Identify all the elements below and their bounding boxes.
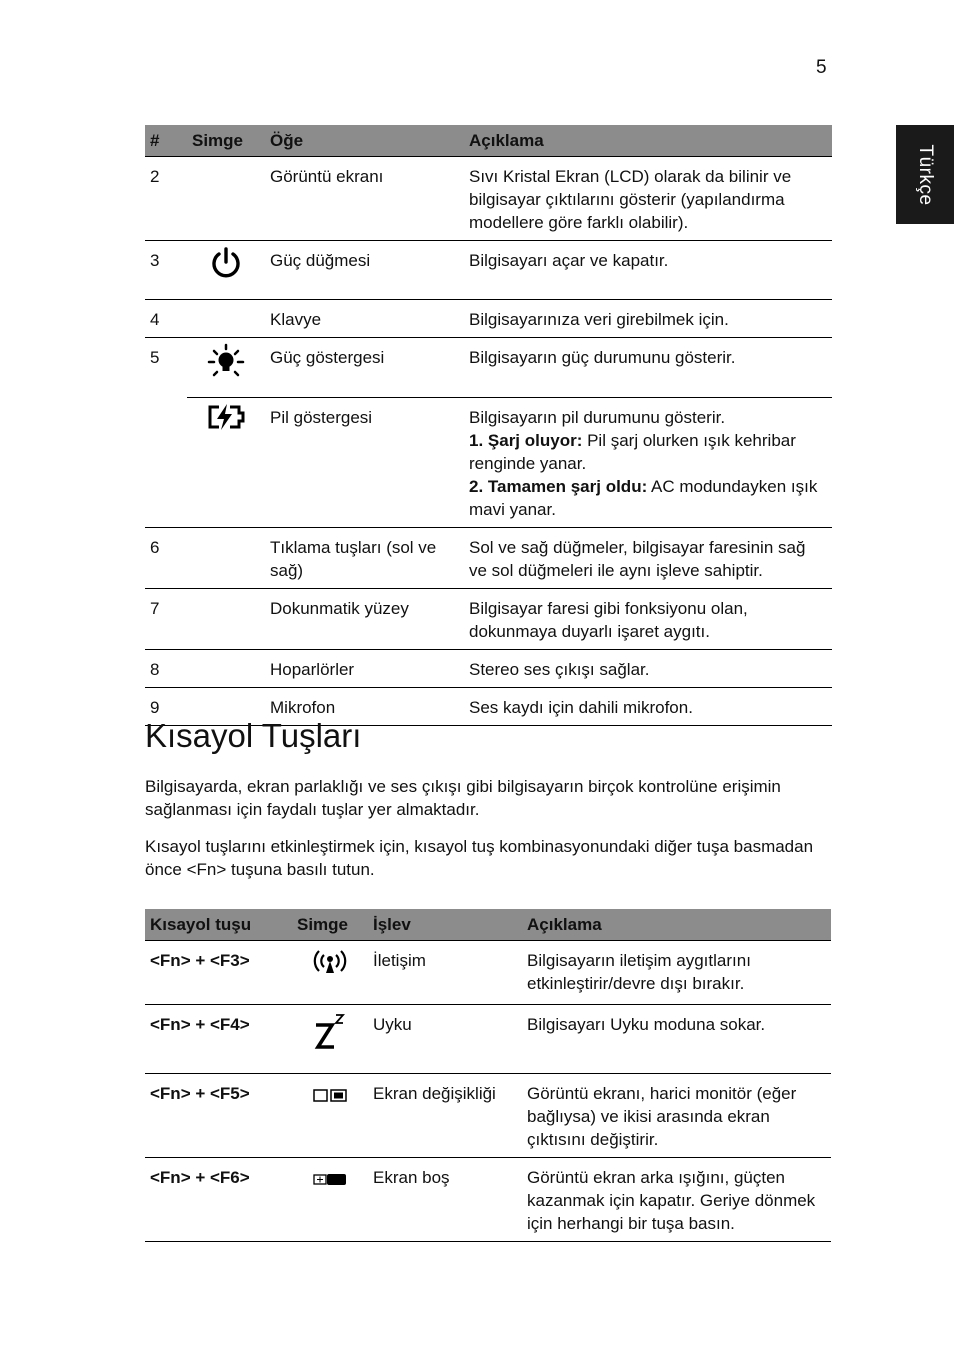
row-item: Hoparlörler <box>265 650 464 688</box>
shortcut-desc: Bilgisayarı Uyku moduna sokar. <box>522 1005 831 1074</box>
shortcut-desc: Bilgisayarın iletişim aygıtlarını etkinleştirir/devre dışı bırakır. <box>522 941 831 1005</box>
power-icon <box>208 245 244 281</box>
shortcut-function: Uyku <box>368 1005 522 1074</box>
row-desc: Sol ve sağ düğmeler, bilgisayar faresinin sağ ve sol düğmeleri ile aynı işleve sahiptir. <box>464 528 832 589</box>
row-desc: Bilgisayarın güç durumunu gösterir. <box>464 338 832 398</box>
row-icon-cell <box>187 589 265 650</box>
row-icon-cell <box>187 398 265 528</box>
charged-note <box>469 475 827 521</box>
row-num: 5 <box>150 348 160 367</box>
row-desc: Bilgisayarı açar ve kapatır. <box>464 241 832 300</box>
section-title: Kısayol Tuşları <box>145 717 362 754</box>
table-row <box>145 157 832 241</box>
shortcut-function: İletişim <box>368 941 522 1005</box>
shortcut-key: <Fn> + <F4> <box>145 1005 292 1074</box>
table-row <box>145 1005 831 1074</box>
row-icon-cell <box>187 300 265 338</box>
table-row <box>145 1158 831 1242</box>
table-row <box>145 650 832 688</box>
display-toggle-icon <box>310 1078 350 1114</box>
table-row <box>145 338 832 398</box>
intro-paragraph: Bilgisayarda, ekran parlaklığı ve ses çıkışı gibi bilgisayarın birçok kontrolüne erişimin sağlanması için faydalı tuşlar yer almaktadır. <box>145 777 781 819</box>
shortcut-function: Ekran boş <box>368 1158 522 1242</box>
header-desc: Açıklama <box>464 125 832 157</box>
row-item: Tıklama tuşları (sol ve sağ) <box>265 528 464 589</box>
table-row <box>145 398 832 528</box>
battery-desc: Bilgisayarın pil durumunu gösterir. <box>469 408 726 427</box>
row-icon-cell <box>187 241 265 300</box>
row-num: 7 <box>145 589 187 650</box>
instruction-paragraph: Kısayol tuşlarını etkinleştirmek için, kısayol tuş kombinasyonundaki diğer tuşa basmadan önce <Fn> tuşuna basılı tutun. <box>145 837 814 879</box>
shortcut-desc: Görüntü ekranı, harici monitör (eğer bağlıysa) ve ikisi arasında ekran çıktısını değiştirir. <box>522 1074 831 1158</box>
shortcut-key: <Fn> + <F3> <box>145 941 292 1005</box>
charging-note-label: 1. Şarj oluyor: <box>469 431 583 450</box>
row-icon-cell <box>187 157 265 241</box>
row-item: Görüntü ekranı <box>265 157 464 241</box>
row-item: Mikrofon <box>265 688 464 726</box>
header-icon: Simge <box>292 909 368 941</box>
row-item: Pil göstergesi <box>265 398 464 528</box>
row-desc: Sıvı Kristal Ekran (LCD) olarak da bilinir ve bilgisayar çıktılarını gösterir (yapılandırma modellere göre farklı olabilir). <box>464 157 832 241</box>
table-header-row <box>145 909 831 941</box>
table-row <box>145 1074 831 1158</box>
language-tab-label: Türkçe <box>915 143 936 206</box>
header-key: Kısayol tuşu <box>145 909 292 941</box>
row-icon-cell <box>292 941 368 1005</box>
row-desc: Bilgisayarınıza veri girebilmek için. <box>464 300 832 338</box>
table-row <box>145 589 832 650</box>
shortcuts-table <box>145 909 831 1242</box>
header-icon: Simge <box>187 125 265 157</box>
row-item: Güç düğmesi <box>265 241 464 300</box>
row-desc <box>464 398 832 528</box>
shortcut-key: <Fn> + <F5> <box>145 1074 292 1158</box>
header-function: İşlev <box>368 909 522 941</box>
table-row <box>145 528 832 589</box>
screen-blank-icon <box>310 1162 350 1198</box>
row-num: 8 <box>145 650 187 688</box>
row-desc: Ses kaydı için dahili mikrofon. <box>464 688 832 726</box>
row-num: 9 <box>145 688 187 726</box>
battery-charging-icon <box>205 402 247 432</box>
shortcut-desc: Görüntü ekran arka ışığını, güçten kazanmak için kapatır. Geriye dönmek için herhangi bir tuşa basın. <box>522 1158 831 1242</box>
row-item: Güç göstergesi <box>265 338 464 398</box>
row-num: 6 <box>145 528 187 589</box>
row-desc: Stereo ses çıkışı sağlar. <box>464 650 832 688</box>
components-table <box>145 125 832 726</box>
row-icon-cell <box>292 1158 368 1242</box>
header-num: # <box>145 125 187 157</box>
table-header-row <box>145 125 832 157</box>
power-indicator-icon <box>206 342 246 382</box>
page-number: 5 <box>816 57 827 78</box>
charged-note-label: 2. Tamamen şarj oldu: <box>469 477 648 496</box>
charging-note-text: Pil şarj olurken ışık kehribar renginde yanar. <box>469 431 796 473</box>
row-num: 3 <box>145 241 187 300</box>
row-icon-cell <box>187 528 265 589</box>
row-icon-cell <box>187 650 265 688</box>
table-row <box>145 241 832 300</box>
shortcut-function: Ekran değişikliği <box>368 1074 522 1158</box>
row-icon-cell <box>292 1005 368 1074</box>
shortcut-key: <Fn> + <F6> <box>145 1158 292 1242</box>
row-num: 2 <box>145 157 187 241</box>
header-desc: Açıklama <box>522 909 831 941</box>
row-icon-cell <box>292 1074 368 1158</box>
charging-note <box>469 429 827 475</box>
row-item: Dokunmatik yüzey <box>265 589 464 650</box>
sleep-icon <box>310 1009 350 1053</box>
header-item: Öğe <box>265 125 464 157</box>
row-num <box>145 398 187 528</box>
charged-note-text: AC modundayken ışık mavi yanar. <box>469 477 818 519</box>
language-tab <box>896 125 954 224</box>
row-item: Klavye <box>265 300 464 338</box>
table-row <box>145 300 832 338</box>
table-row <box>145 941 831 1005</box>
row-icon-cell <box>187 338 265 398</box>
wireless-communication-icon <box>310 945 350 977</box>
row-num: 4 <box>145 300 187 338</box>
row-desc: Bilgisayar faresi gibi fonksiyonu olan, dokunmaya duyarlı işaret aygıtı. <box>464 589 832 650</box>
